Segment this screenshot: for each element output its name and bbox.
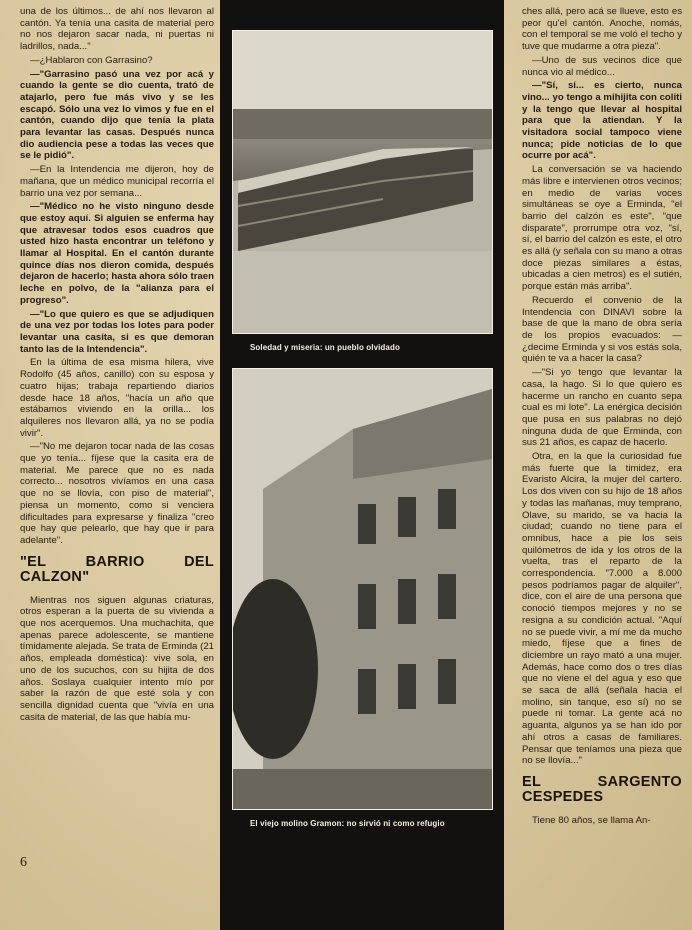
mill-building-illustration [233, 369, 492, 809]
shacks-photo [232, 30, 493, 334]
mill-photo [232, 368, 493, 810]
bottom-photo-caption: El viejo molino Gramon: no sirvió ni como refugio [250, 819, 445, 828]
paragraph: Tiene 80 años, se llama An- [532, 815, 651, 826]
paragraph: —"Garrasino pasó una vez por acá y cuando la gente se dio cuenta, trató de atajarlo, pero fue más vivo y se les escapó. Sólo una vez lo vimos y fue en el cantón, cuando dijo que tenía la plata para levantar las casas. Después nunca dio audiencia pese a todas las veces que se le pidió". [20, 68, 214, 162]
paragraph: —"Sí, sí... es cierto, nunca vino... yo tengo a mihijita con coliti y la tengo que llevar al hospital para que la atiendan. Y la visitadora social tampoco viene nunca; pide noticias de lo que ocurre por acá". [522, 80, 682, 162]
section-heading: "EL BARRIO DEL CALZON" [20, 553, 214, 585]
paragraph: En la última de esa misma hilera, vive Rodolfo (45 años, canillo) con su esposa y cuatro hijas; trabaja repartiendo diarios desde hace 18 años, "hacía un año que estábamos viviendo en la orilla... los alquileres nos llevaron allá, ya no se podía vivir". [20, 357, 214, 439]
paragraph: una de los últimos... de ahí nos llevaron al cantón. Ya tenía una casita de material pero no nos dejaron sacar nada, ni puertas ni ladrillos, nada..." [20, 6, 214, 53]
paragraph: La conversación se va haciendo más libre e intervienen otros vecinos; en medio de varias voces simultáneas se oye a Erminda, "el barrio del calzón es este", "que disparate", prorrumpe otra voz, "sí, sí, el barrio del calzón es este, el otro es allá (y señala con su mano a otras doce piezas similares a éstas, ubicadas a cien metros) es el sutién, porque están más arriba". [522, 164, 682, 293]
paragraph: Recuerdo el convenio de la Intendencia con DINAVI sobre la base de que la mano de obra sería de los propios evacuados: —¿decime Erminda y si vos estás sola, quién te va a hacer la casa? [522, 294, 682, 365]
paragraph: —¿Hablaron con Garrasino? [30, 54, 153, 66]
paragraph: —"Si yo tengo que levantar la casa, la hago. Si lo que quiero es hacerme un rancho en cuanto sepa cual es mi lote". La enérgica decisión que pusa en sus palabras no dejó ninguna duda de que Erminda, con sus 21 años, es capaz de hacerlo. [522, 367, 682, 449]
left-column [20, 6, 214, 725]
paragraph: —"Médico no he visto ninguno desde que estoy aquí. Si alguien se enferma hay que atravesar todos esos cuadros que usted hizo hasta encontrar un teléfono y llamar al Hospital. En el cantón durante quince días nos dieron comida, después dejaron de hacerlo; hasta ahora sólo traen leche en polvo, de la "alianza para el progreso". [20, 201, 214, 306]
paragraph: Mientras nos siguen algunas criaturas, otros esperan a la puerta de su vivienda a que nos acerquemos. Una muchachita, que apenas parece adolescente, se mantiene tímidamente alejada. Se trata de Erminda (21 años, empleada doméstica): vive sola, en uno de los sucuchos, con su hijita de dos años. Soslaya cualquier intento mío por saber la razón de que esté sola y con sencilla dignidad cuenta que "vivía en una casita de material, de las que había mu- [20, 594, 214, 723]
photo-column [220, 0, 504, 930]
top-photo-caption: Soledad y miseria: un pueblo olvidado [250, 343, 400, 352]
paragraph: —Uno de sus vecinos dice que nunca vio al médico... [522, 54, 682, 78]
right-column [522, 6, 682, 829]
shacks-illustration [233, 31, 492, 333]
page-number: 6 [20, 855, 27, 870]
paragraph: —En la Intendencia me dijeron, hoy de mañana, que un médico municipal recorría el barrio una vez por semana... [20, 164, 214, 199]
section-heading: EL SARGENTO CESPEDES [522, 774, 682, 805]
paragraph: Otra, en la que la curiosidad fue más fuerte que la timidez, era Evaristo Alcira, la mujer del cartero. Los dos viven con su hijo de 18 años y todas las mañanas, muy temprano, Olave, su marido, se va hacia la ciudad; cuando no tiene para el omnibus, hace a pie los seis quilómetros de ida y los otros de la vuelta, tras el reparto de la correspondencia. "7.000 a 8.000 pesos podríamos pagar de alquiler", dice, con el aire de una persona que conoció tiempos mejores y no se resigna a su condición actual. "Aquí no se puede vivir, a mí me da mucho miedo, fíjese que a fines de diciembre un rayo mató a una mujer. Además, hace como dos o tres días que no viene el del agua y eso que se saca de allá (señala hacia el molino, sin tanque, eso sí) no se puede ni tomar. La gente acá no aguanta, algunos ya se han ido por ahí otros a casas de familiares. Pensar que teníamos una pieza que no se llovía..." [522, 451, 682, 767]
paragraph: —"No me dejaron tocar nada de las cosas que yo tenía... fíjese que la casita era de material. Me parece que no es nada correcto... nosotros vivíamos en una casa que no se llovía, con piso de material", piensa un momento, como si venciera dificultades para expresarse y finaliza "creo que hay que pelearlo, que hay que ir para adelante". [20, 441, 214, 546]
paragraph: —"Lo que quiero es que se adjudiquen de una vez por todas los lotes para poder levantar una casita, si es que demoran tanto las de la Intendencia". [20, 308, 214, 355]
paragraph: ches allá, pero acá se llueve, esto es peor qu'el cantón. Anoche, nomás, con el temporal se me voló el techo y tuve que mudarme a otra pieza". [522, 6, 682, 53]
